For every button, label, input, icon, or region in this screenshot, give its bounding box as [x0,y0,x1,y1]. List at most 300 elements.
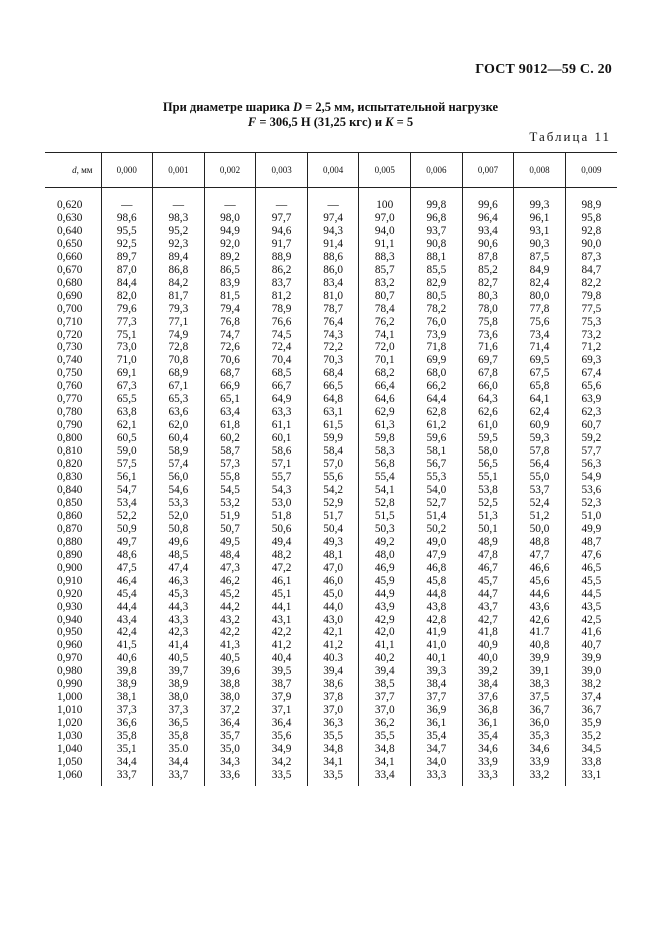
row-diameter: 0,870 [57,522,83,535]
hardness-cell: 46,8 [411,562,463,575]
table-header-row [45,153,617,188]
hardness-cell: 33,8 [565,756,617,769]
hardness-cell: 41,6 [565,626,617,639]
table-row [45,730,617,743]
hardness-cell: 40,1 [411,652,463,665]
hardness-cell: 43,5 [565,601,617,614]
hardness-cell: 33,3 [462,769,514,786]
hardness-cell: 35,6 [256,730,308,743]
hardness-cell: 46,2 [204,575,256,588]
hardness-cell: 33,7 [101,769,153,786]
table-row [45,614,617,627]
hardness-cell: 86,5 [204,264,256,277]
hardness-cell: 52,9 [307,497,359,510]
hardness-cell: 52,2 [101,510,153,523]
hardness-cell: 64,9 [256,393,308,406]
hardness-cell: 51,9 [204,510,256,523]
hardness-cell: 80,0 [514,290,566,303]
hardness-cell: 38,9 [101,678,153,691]
hardness-cell: 65,6 [565,380,617,393]
hardness-cell: 42,2 [256,626,308,639]
hardness-cell: 48,1 [307,549,359,562]
hardness-cell: 98,6 [101,212,153,225]
hardness-cell: 39,9 [514,652,566,665]
hardness-cell: 54,6 [153,484,205,497]
hardness-cell: 76,0 [411,316,463,329]
column-header: 0,006 [411,153,463,188]
hardness-cell: 86,2 [256,264,308,277]
hardness-cell: 40,6 [101,652,153,665]
hardness-cell: 41,1 [359,639,411,652]
hardness-cell: 44,6 [514,588,566,601]
hardness-cell: 60,1 [256,432,308,445]
row-diameter: 0,700 [57,302,83,315]
hardness-cell: 50,1 [462,523,514,536]
hardness-cell: 51,3 [462,510,514,523]
column-header: 0,008 [514,153,566,188]
hardness-cell: 36,9 [411,704,463,717]
hardness-cell: 57,1 [256,458,308,471]
hardness-cell: 61,0 [462,419,514,432]
hardness-cell: 33,9 [462,756,514,769]
row-diameter: 0,920 [57,587,83,600]
hardness-cell: 40,7 [565,639,617,652]
table-row [45,639,617,652]
hardness-cell: 43,1 [256,614,308,627]
table-body [45,188,617,786]
hardness-cell: 60,5 [101,432,153,445]
hardness-cell: 35,4 [411,730,463,743]
hardness-cell: 75,1 [101,329,153,342]
hardness-cell: 93,1 [514,225,566,238]
table-row [45,652,617,665]
hardness-cell: 46,1 [256,575,308,588]
row-diameter: 1,000 [57,691,83,704]
hardness-cell: 38,8 [204,678,256,691]
hardness-cell: 69,7 [462,354,514,367]
hardness-cell: 37,3 [101,704,153,717]
hardness-cell: 60,2 [204,432,256,445]
row-diameter: 0,650 [57,237,83,250]
hardness-cell: 90,0 [565,238,617,251]
hardness-cell: 46,0 [307,575,359,588]
hardness-cell: 80,7 [359,290,411,303]
hardness-cell: 33,4 [359,769,411,786]
hardness-cell: 56,5 [462,458,514,471]
hardness-cell: 57,5 [101,458,153,471]
hardness-cell: 38,4 [462,678,514,691]
hardness-cell: 73,2 [565,329,617,342]
hardness-cell: 34,6 [514,743,566,756]
hardness-cell: 63,3 [256,406,308,419]
hardness-cell: 84,2 [153,277,205,290]
hardness-cell: 74,1 [359,329,411,342]
hardness-cell: 59,3 [514,432,566,445]
hardness-cell: 34,2 [256,756,308,769]
hardness-cell: 34,3 [204,756,256,769]
hardness-cell: 45,1 [256,588,308,601]
hardness-cell: 53,8 [462,484,514,497]
hardness-cell: 68,4 [307,367,359,380]
hardness-cell: 54,2 [307,484,359,497]
hardness-cell: 33,6 [204,769,256,786]
hardness-cell: — [153,188,205,212]
hardness-cell: 71,4 [514,341,566,354]
page-header: ГОСТ 9012—59 С. 20 [475,62,612,77]
hardness-cell: 53,3 [153,497,205,510]
hardness-cell: 48,7 [565,536,617,549]
hardness-cell: 76,2 [359,316,411,329]
hardness-cell: 38,6 [307,678,359,691]
hardness-cell: 70,4 [256,354,308,367]
hardness-cell: 39,2 [462,665,514,678]
hardness-cell: 41,3 [204,639,256,652]
hardness-cell: 39,3 [411,665,463,678]
hardness-cell: 33,9 [514,756,566,769]
hardness-cell: 39,9 [565,652,617,665]
hardness-cell: 56,7 [411,458,463,471]
hardness-cell: 58,9 [153,445,205,458]
hardness-cell: 57,0 [307,458,359,471]
hardness-cell: 72,4 [256,341,308,354]
column-header: 0,005 [359,153,411,188]
hardness-cell: 64,8 [307,393,359,406]
hardness-cell: 37,1 [256,704,308,717]
hardness-cell: 39,4 [307,665,359,678]
hardness-cell: 36,3 [307,717,359,730]
hardness-cell: 36,5 [153,717,205,730]
hardness-cell: 75,8 [462,316,514,329]
hardness-cell: 74,7 [204,329,256,342]
hardness-cell: 56,4 [514,458,566,471]
hardness-cell: 42,1 [307,626,359,639]
row-diameter: 0,640 [57,224,83,237]
hardness-cell: 87,5 [514,251,566,264]
hardness-cell: 72,8 [153,341,205,354]
table-row [45,471,617,484]
hardness-cell: 68,2 [359,367,411,380]
hardness-cell: 44,4 [101,601,153,614]
table-row [45,329,617,342]
hardness-cell: 37,5 [514,691,566,704]
hardness-cell: 49,6 [153,536,205,549]
hardness-cell: 55,8 [204,471,256,484]
hardness-cell: 37,8 [307,691,359,704]
hardness-cell: 63,6 [153,406,205,419]
table-row [45,225,617,238]
hardness-cell: 77,3 [101,316,153,329]
hardness-cell: 86,8 [153,264,205,277]
column-header: 0,009 [565,153,617,188]
hardness-cell: — [256,188,308,212]
hardness-cell: 62,8 [411,406,463,419]
hardness-cell: 75,6 [514,316,566,329]
table-row [45,575,617,588]
row-diameter: 0,770 [57,393,83,406]
hardness-cell: 76,6 [256,316,308,329]
hardness-cell: 49,2 [359,536,411,549]
hardness-cell: 67,8 [462,367,514,380]
table-row [45,251,617,264]
hardness-cell: 95,2 [153,225,205,238]
hardness-cell: 78,9 [256,303,308,316]
hardness-cell: 99,3 [514,188,566,212]
hardness-cell: 76,4 [307,316,359,329]
row-diameter: 0,890 [57,548,83,561]
hardness-cell: 45,7 [462,575,514,588]
hardness-cell: 49,0 [411,536,463,549]
hardness-cell: 97,7 [256,212,308,225]
hardness-cell: 58,0 [462,445,514,458]
table-row [45,769,617,786]
hardness-cell: 60,4 [153,432,205,445]
row-diameter: 0,980 [57,665,83,678]
hardness-cell: 94,0 [359,225,411,238]
hardness-cell: 40,4 [256,652,308,665]
hardness-cell: 45,6 [514,575,566,588]
hardness-cell: 37,4 [565,691,617,704]
hardness-cell: 65,5 [101,393,153,406]
hardness-cell: 38,5 [359,678,411,691]
hardness-cell: 69,9 [411,354,463,367]
hardness-cell: 36,0 [514,717,566,730]
hardness-cell: 44,8 [411,588,463,601]
hardness-cell: 82,9 [411,277,463,290]
hardness-cell: 35,3 [514,730,566,743]
hardness-cell: 78,4 [359,303,411,316]
hardness-cell: 38,0 [204,691,256,704]
column-header: 0,000 [101,153,153,188]
column-header: 0,002 [204,153,256,188]
row-diameter: 0,900 [57,561,83,574]
hardness-cell: 43,9 [359,601,411,614]
hardness-cell: 48,4 [204,549,256,562]
row-diameter: 0,830 [57,471,83,484]
row-diameter: 0,730 [57,341,83,354]
hardness-cell: 71,0 [101,354,153,367]
row-diameter: 0,670 [57,263,83,276]
hardness-cell: 93,4 [462,225,514,238]
hardness-cell: 34,7 [411,743,463,756]
hardness-cell: 85,7 [359,264,411,277]
hardness-cell: 42,5 [565,614,617,627]
hardness-cell: 94,3 [307,225,359,238]
hardness-cell: 57,4 [153,458,205,471]
hardness-cell: 39,0 [565,665,617,678]
hardness-cell: 51,8 [256,510,308,523]
hardness-cell: 37,9 [256,691,308,704]
hardness-cell: 46,6 [514,562,566,575]
hardness-cell: 48,0 [359,549,411,562]
hardness-cell: 62,6 [462,406,514,419]
hardness-cell: 39,5 [256,665,308,678]
hardness-cell: 56,1 [101,471,153,484]
hardness-cell: 34,0 [411,756,463,769]
table-row [45,756,617,769]
hardness-cell: 90,6 [462,238,514,251]
row-diameter: 0,990 [57,678,83,691]
hardness-cell: 41,0 [411,639,463,652]
hardness-cell: 50,7 [204,523,256,536]
hardness-cell: 62,9 [359,406,411,419]
table-row [45,432,617,445]
hardness-cell: 82,7 [462,277,514,290]
hardness-cell: 74,3 [307,329,359,342]
hardness-cell: 94,6 [256,225,308,238]
hardness-cell: 39,1 [514,665,566,678]
table-row [45,354,617,367]
hardness-cell: 70,8 [153,354,205,367]
hardness-cell: 51,4 [411,510,463,523]
table-row [45,510,617,523]
hardness-cell: 43,7 [462,601,514,614]
hardness-cell: 40,8 [514,639,566,652]
hardness-cell: 80,5 [411,290,463,303]
hardness-cell: 37,7 [359,691,411,704]
table-row [45,367,617,380]
hardness-cell: 68,9 [153,367,205,380]
hardness-cell: 33,2 [514,769,566,786]
table-row [45,562,617,575]
hardness-cell: 51,7 [307,510,359,523]
hardness-cell: 81,2 [256,290,308,303]
table-row [45,704,617,717]
hardness-cell: 61,2 [411,419,463,432]
table-number-label: Таблица 11 [529,129,611,144]
table-row [45,588,617,601]
table-row [45,691,617,704]
hardness-cell: 34,4 [101,756,153,769]
hardness-cell: 48,8 [514,536,566,549]
hardness-cell: 70,3 [307,354,359,367]
table-row [45,678,617,691]
hardness-cell: 57,3 [204,458,256,471]
table-row [45,188,617,212]
hardness-cell: 62,4 [514,406,566,419]
hardness-cell: 37,2 [204,704,256,717]
hardness-cell: 47,3 [204,562,256,575]
hardness-cell: 41,8 [462,626,514,639]
hardness-cell: 35,5 [359,730,411,743]
hardness-cell: 46,4 [101,575,153,588]
hardness-cell: 53,6 [565,484,617,497]
hardness-cell: 77,5 [565,303,617,316]
hardness-cell: 75,3 [565,316,617,329]
hardness-cell: 47,4 [153,562,205,575]
hardness-cell: 46,3 [153,575,205,588]
hardness-cell: 69,3 [565,354,617,367]
hardness-cell: 94,9 [204,225,256,238]
hardness-cell: 64,4 [411,393,463,406]
hardness-cell: 93,7 [411,225,463,238]
hardness-cell: 38,4 [411,678,463,691]
hardness-cell: 36,2 [359,717,411,730]
table-row [45,601,617,614]
hardness-cell: 85,2 [462,264,514,277]
hardness-cell: 54,9 [565,471,617,484]
row-diameter: 0,760 [57,380,83,393]
hardness-cell: 42,0 [359,626,411,639]
hardness-cell: 38,9 [153,678,205,691]
hardness-cell: 88,9 [256,251,308,264]
hardness-cell: 39,6 [204,665,256,678]
hardness-cell: 50,9 [101,523,153,536]
hardness-cell: 50,6 [256,523,308,536]
hardness-cell: 49,5 [204,536,256,549]
hardness-cell: 50,8 [153,523,205,536]
hardness-cell: 48,2 [256,549,308,562]
table-row [45,743,617,756]
table-row [45,393,617,406]
hardness-cell: 89,4 [153,251,205,264]
table-row [45,419,617,432]
hardness-cell: 49,4 [256,536,308,549]
hardness-cell: 37,3 [153,704,205,717]
hardness-cell: 73,9 [411,329,463,342]
hardness-cell: 54,1 [359,484,411,497]
hardness-cell: 36,8 [462,704,514,717]
hardness-cell: 81,0 [307,290,359,303]
hardness-cell: 38,0 [153,691,205,704]
table-row [45,303,617,316]
hardness-cell: 37,6 [462,691,514,704]
hardness-cell: 54,0 [411,484,463,497]
hardness-cell: 41,4 [153,639,205,652]
hardness-cell: 50,2 [411,523,463,536]
hardness-cell: 65,3 [153,393,205,406]
row-diameter: 0,850 [57,496,83,509]
hardness-cell: 51,0 [565,510,617,523]
hardness-cell: 57,7 [565,445,617,458]
row-diameter: 0,860 [57,509,83,522]
hardness-cell: 35,2 [565,730,617,743]
hardness-cell: 81,7 [153,290,205,303]
table-row [45,341,617,354]
row-diameter: 0,810 [57,445,83,458]
hardness-cell: 63,4 [204,406,256,419]
table-row [45,406,617,419]
hardness-cell: 42,3 [153,626,205,639]
hardness-cell: 64,6 [359,393,411,406]
hardness-cell: 83,2 [359,277,411,290]
hardness-cell: 82,0 [101,290,153,303]
hardness-cell: 58,1 [411,445,463,458]
hardness-cell: 51,5 [359,510,411,523]
table-row [45,445,617,458]
column-header: 0,001 [153,153,205,188]
hardness-cell: 95,5 [101,225,153,238]
hardness-cell: 47,9 [411,549,463,562]
hardness-cell: 62,1 [101,419,153,432]
hardness-cell: 34,8 [359,743,411,756]
hardness-cell: 45,4 [101,588,153,601]
hardness-cell: 50,4 [307,523,359,536]
hardness-cell: 92,0 [204,238,256,251]
hardness-cell: 38,2 [565,678,617,691]
hardness-cell: 66,2 [411,380,463,393]
hardness-cell: 64,3 [462,393,514,406]
hardness-cell: 56,0 [153,471,205,484]
hardness-cell: 73,6 [462,329,514,342]
hardness-cell: 61,5 [307,419,359,432]
hardness-cell: 55,1 [462,471,514,484]
hardness-cell: 42,2 [204,626,256,639]
hardness-cell: 52,7 [411,497,463,510]
caption-line-2: F = 306,5 Н (31,25 кгс) и K = 5 [247,115,414,129]
hardness-cell: 78,0 [462,303,514,316]
row-diameter: 1,010 [57,704,83,717]
hardness-cell: 87,8 [462,251,514,264]
